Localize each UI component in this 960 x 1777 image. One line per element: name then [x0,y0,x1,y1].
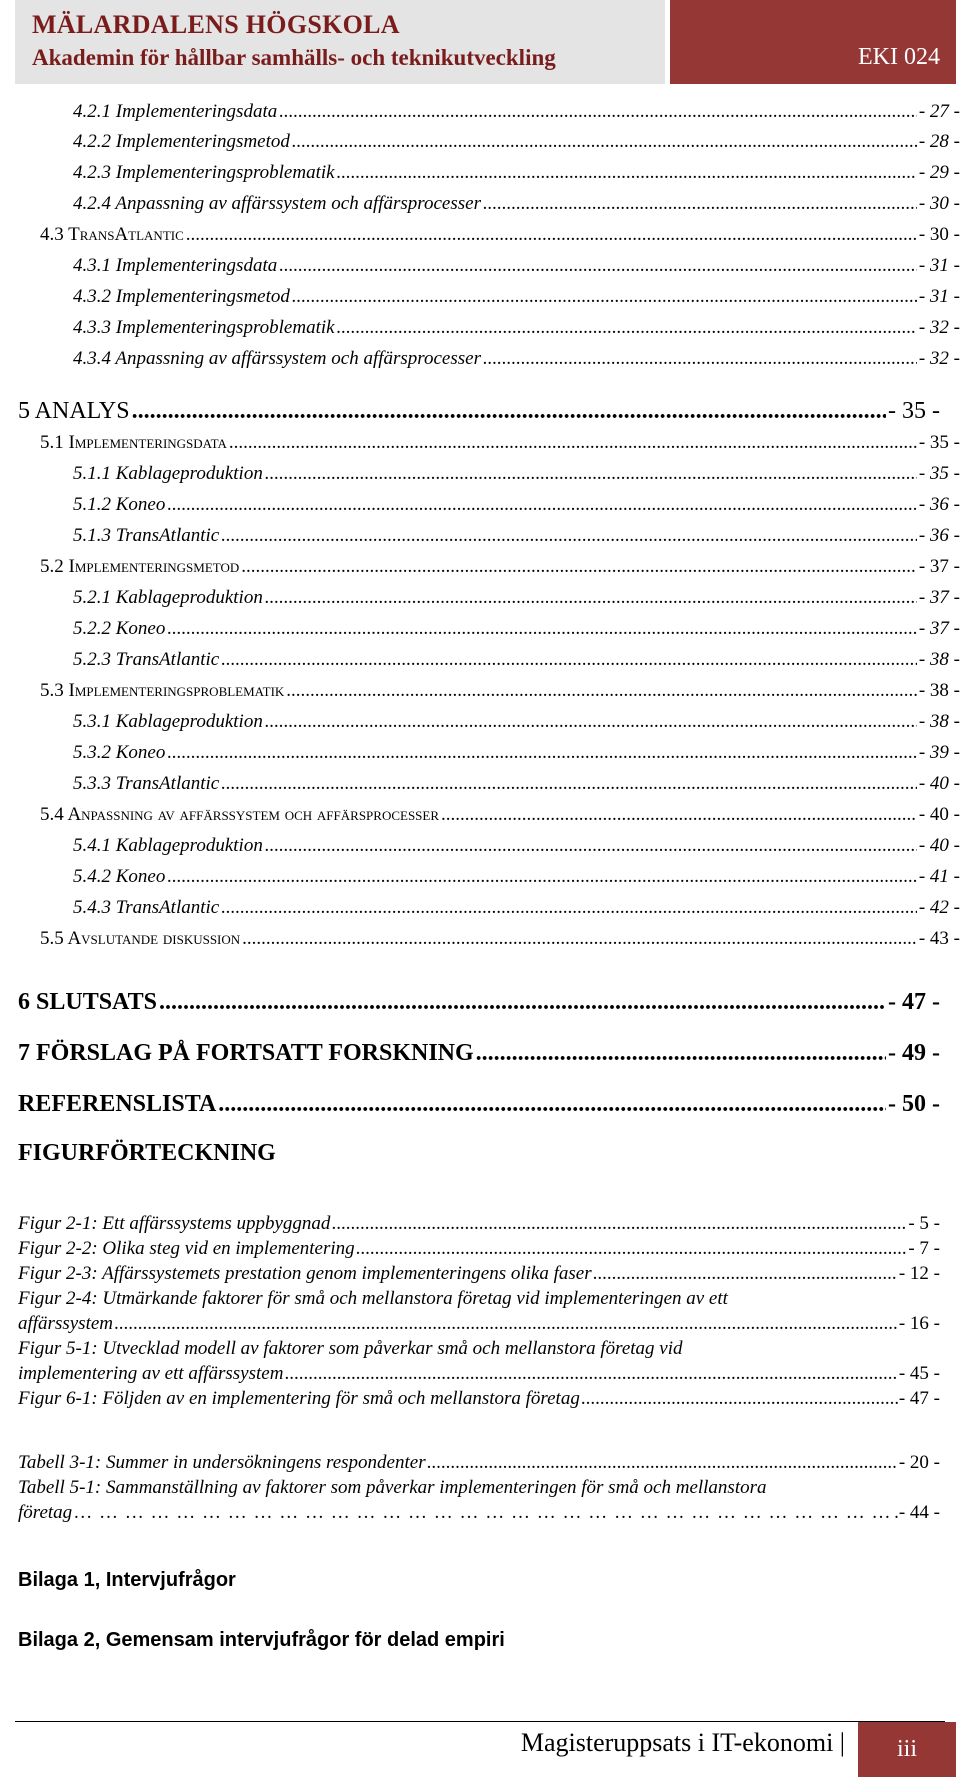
toc-entry[interactable]: 5.2.1 Kablageproduktion ..... - 37 - [73,587,960,609]
table-entry[interactable]: företag … … … … … … … … … … … … … … … … … … … … … … … … … … … … … … … … … … … … … … … … … … … … … … … … … … … … … … … … … … … … .- 44 - [18,1502,940,1524]
toc-chapter-entry[interactable]: 5 ANALYS ..... - 35 - [18,398,940,425]
toc-entry[interactable]: 4.2.3 Implementeringsproblematik ..... - 29 - [73,162,960,184]
figure-list [18,1213,940,1410]
toc-chapter-entry[interactable]: 7 FÖRSLAG PÅ FORTSATT FORSKNING ..... - 49 - [18,1040,940,1067]
toc-entry[interactable]: 4.3.2 Implementeringsmetod ..... - 31 - [73,286,960,308]
toc-entry[interactable]: 5.5 Avslutande diskussion ..... - 43 - [40,928,960,950]
toc-entry[interactable]: 5.3.2 Koneo ..... - 39 - [73,742,960,764]
table-list [18,1452,940,1524]
figures-heading: FIGURFÖRTECKNING [18,1140,276,1166]
figure-entry[interactable]: implementering av ett affärssystem ..... - 45 - [18,1363,940,1385]
toc-entry[interactable]: 5.4 Anpassning av affärssystem och affärsprocesser ..... - 40 - [40,804,960,826]
toc-chapter-entry[interactable]: REFERENSLISTA ..... - 50 - [18,1091,940,1118]
footer-divider [15,1721,945,1722]
toc-entry[interactable]: 5.3.1 Kablageproduktion ..... - 38 - [73,711,960,733]
toc-entry[interactable]: 4.3.4 Anpassning av affärssystem och affärsprocesser ..... - 32 - [73,348,960,370]
toc-entry[interactable]: 4.3 TransAtlantic ..... - 30 - [40,224,960,246]
toc-entry[interactable]: 5.1.1 Kablageproduktion ..... - 35 - [73,463,960,485]
toc-entry[interactable]: 4.2.2 Implementeringsmetod ..... - 28 - [73,131,960,153]
figure-entry[interactable]: Figur 2-1: Ett affärssystems uppbyggnad ..... - 5 - [18,1213,940,1235]
page-number-box [858,1722,956,1777]
appendix-2[interactable]: Bilaga 2, Gemensam intervjufrågor för delad empiri [18,1629,505,1651]
toc-entry[interactable]: 4.3.3 Implementeringsproblematik ..... - 32 - [73,317,960,339]
figure-entry[interactable]: affärssystem ..... - 16 - [18,1313,940,1335]
figure-entry[interactable]: Figur 6-1: Följden av en implementering för små och mellanstora företag ..... - 47 - [18,1388,940,1410]
toc-entry[interactable]: 5.2.2 Koneo ..... - 37 - [73,618,960,640]
figure-entry-line[interactable]: Figur 5-1: Utvecklad modell av faktorer som påverkar små och mellanstora företag vid [18,1338,683,1359]
figure-entry[interactable]: Figur 2-3: Affärssystemets prestation genom implementeringens olika faser ..... - 12 - [18,1263,940,1285]
toc-chapter-entry[interactable]: 6 SLUTSATS ..... - 47 - [18,989,940,1016]
appendix-1[interactable]: Bilaga 1, Intervjufrågor [18,1569,236,1591]
toc-entry[interactable]: 5.4.1 Kablageproduktion ..... - 40 - [73,835,960,857]
footer-title: Magisteruppsats i IT-ekonomi | [520,1728,845,1757]
toc-entry[interactable]: 5.4.3 TransAtlantic ..... - 42 - [73,897,960,919]
toc-entry[interactable]: 5.1 Implementeringsdata ..... - 35 - [40,432,960,454]
toc-entry[interactable]: 5.3 Implementeringsproblematik ..... - 38 - [40,680,960,702]
header-title-block [15,0,665,84]
page-number: iii [896,1736,917,1762]
course-code: EKI 024 [858,44,940,70]
toc-entry[interactable]: 5.2.3 TransAtlantic ..... - 38 - [73,649,960,671]
figure-entry[interactable]: Figur 2-2: Olika steg vid en implementering ..... - 7 - [18,1238,940,1260]
toc-entry[interactable]: 5.3.3 TransAtlantic ..... - 40 - [73,773,960,795]
toc-entry[interactable]: 5.4.2 Koneo ..... - 41 - [73,866,960,888]
university-name: MÄLARDALENS HÖGSKOLA [32,10,400,39]
table-entry-line[interactable]: Tabell 5-1: Sammanställning av faktorer som påverkar implementeringen för små och mellanstora [18,1477,767,1498]
toc-entry[interactable]: 5.2 Implementeringsmetod ..... - 37 - [40,556,960,578]
toc-entry[interactable]: 5.1.3 TransAtlantic ..... - 36 - [73,525,960,547]
toc-entry[interactable]: 4.2.4 Anpassning av affärssystem och affärsprocesser ..... - 30 - [73,193,960,215]
toc-entry[interactable]: 5.1.2 Koneo ..... - 36 - [73,494,960,516]
table-entry[interactable]: Tabell 3-1: Summer in undersökningens respondenter ..... - 20 - [18,1452,940,1474]
header-course-block [670,0,956,84]
toc-entry[interactable]: 4.2.1 Implementeringsdata ..... - 27 - [73,101,960,123]
academy-name: Akademin för hållbar samhälls- och teknikutveckling [32,45,556,70]
toc-entry[interactable]: 4.3.1 Implementeringsdata ..... - 31 - [73,255,960,277]
figure-entry-line[interactable]: Figur 2-4: Utmärkande faktorer för små och mellanstora företag vid implementeringen av ett [18,1288,728,1309]
